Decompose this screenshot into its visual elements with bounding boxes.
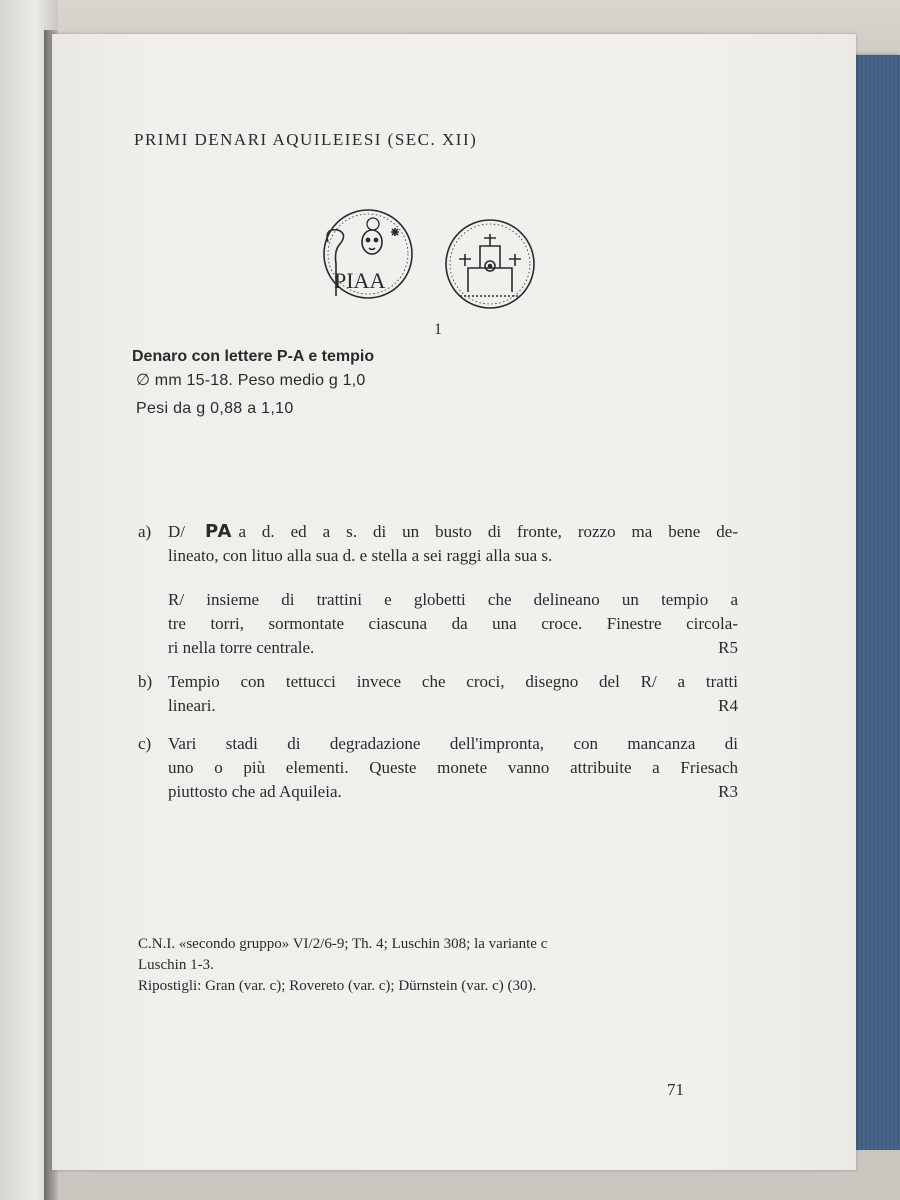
coin-title: Denaro con lettere P-A e tempio — [132, 348, 375, 365]
text-line — [168, 636, 738, 660]
text-line — [168, 780, 738, 804]
text-line — [168, 694, 738, 718]
rarity-grade: R5 — [718, 638, 738, 657]
running-header: PRIMI DENARI AQUILEIESI (SEC. XII) — [134, 130, 478, 149]
pa-letters: PA — [204, 521, 233, 542]
obverse-text: a d. ed a s. di un busto di fronte, rozzo ma bene de- — [238, 522, 738, 541]
coin-obverse — [324, 210, 412, 298]
variant-label: a) — [138, 522, 152, 541]
book-page — [52, 34, 856, 1170]
variant-text — [168, 520, 738, 660]
variant-label: c) — [138, 734, 152, 753]
reference-line: Luschin 1-3. — [138, 957, 214, 973]
diameter-symbol: ∅ — [136, 372, 151, 389]
weight-range: Pesi da g 0,88 a 1,10 — [136, 400, 294, 417]
diameter-text: mm 15-18. Peso medio g 1,0 — [154, 372, 366, 389]
rarity-grade: R4 — [718, 696, 738, 715]
text-line — [168, 520, 738, 544]
rarity-grade: R3 — [718, 782, 738, 801]
text-line: Tempio con tettucci invece che croci, disegno del R/ a tratti — [168, 672, 738, 691]
bibliographic-references — [138, 934, 758, 997]
text-line: lineato, con lituo alla sua d. e stella a sei raggi alla sua s. — [168, 546, 553, 565]
text-line: tre torri, sormontate ciascuna da una croce. Finestre circola- — [168, 614, 738, 633]
reference-line: C.N.I. «secondo gruppo» VI/2/6-9; Th. 4; Luschin 308; la variante c — [138, 936, 548, 952]
coin-obverse-legend: PIAA — [334, 268, 386, 293]
variant-text — [168, 670, 738, 718]
variant-label: b) — [138, 672, 153, 691]
coin-diameter-weight — [136, 370, 365, 390]
figure-number: 1 — [434, 321, 442, 336]
obverse-prefix: D/ — [168, 522, 185, 541]
page-number: 71 — [667, 1080, 684, 1099]
text-span: ri nella torre centrale. — [168, 638, 315, 657]
text-line: R/ insieme di trattini e globetti che delineano un tempio a — [168, 590, 738, 609]
text-span: piuttosto che ad Aquileia. — [168, 782, 342, 801]
text-span: lineari. — [168, 696, 216, 715]
coin-illustration — [310, 206, 580, 336]
hoards-line: Ripostigli: Gran (var. c); Rovereto (var. c); Dürnstein (var. c) (30). — [138, 978, 537, 994]
coin-reverse — [446, 220, 534, 308]
text-line: Vari stadi di degradazione dell'impronta, con mancanza di — [168, 734, 738, 753]
variant-text — [168, 732, 738, 804]
text-line: uno o più elementi. Queste monete vanno attribuite a Friesach — [168, 758, 738, 777]
